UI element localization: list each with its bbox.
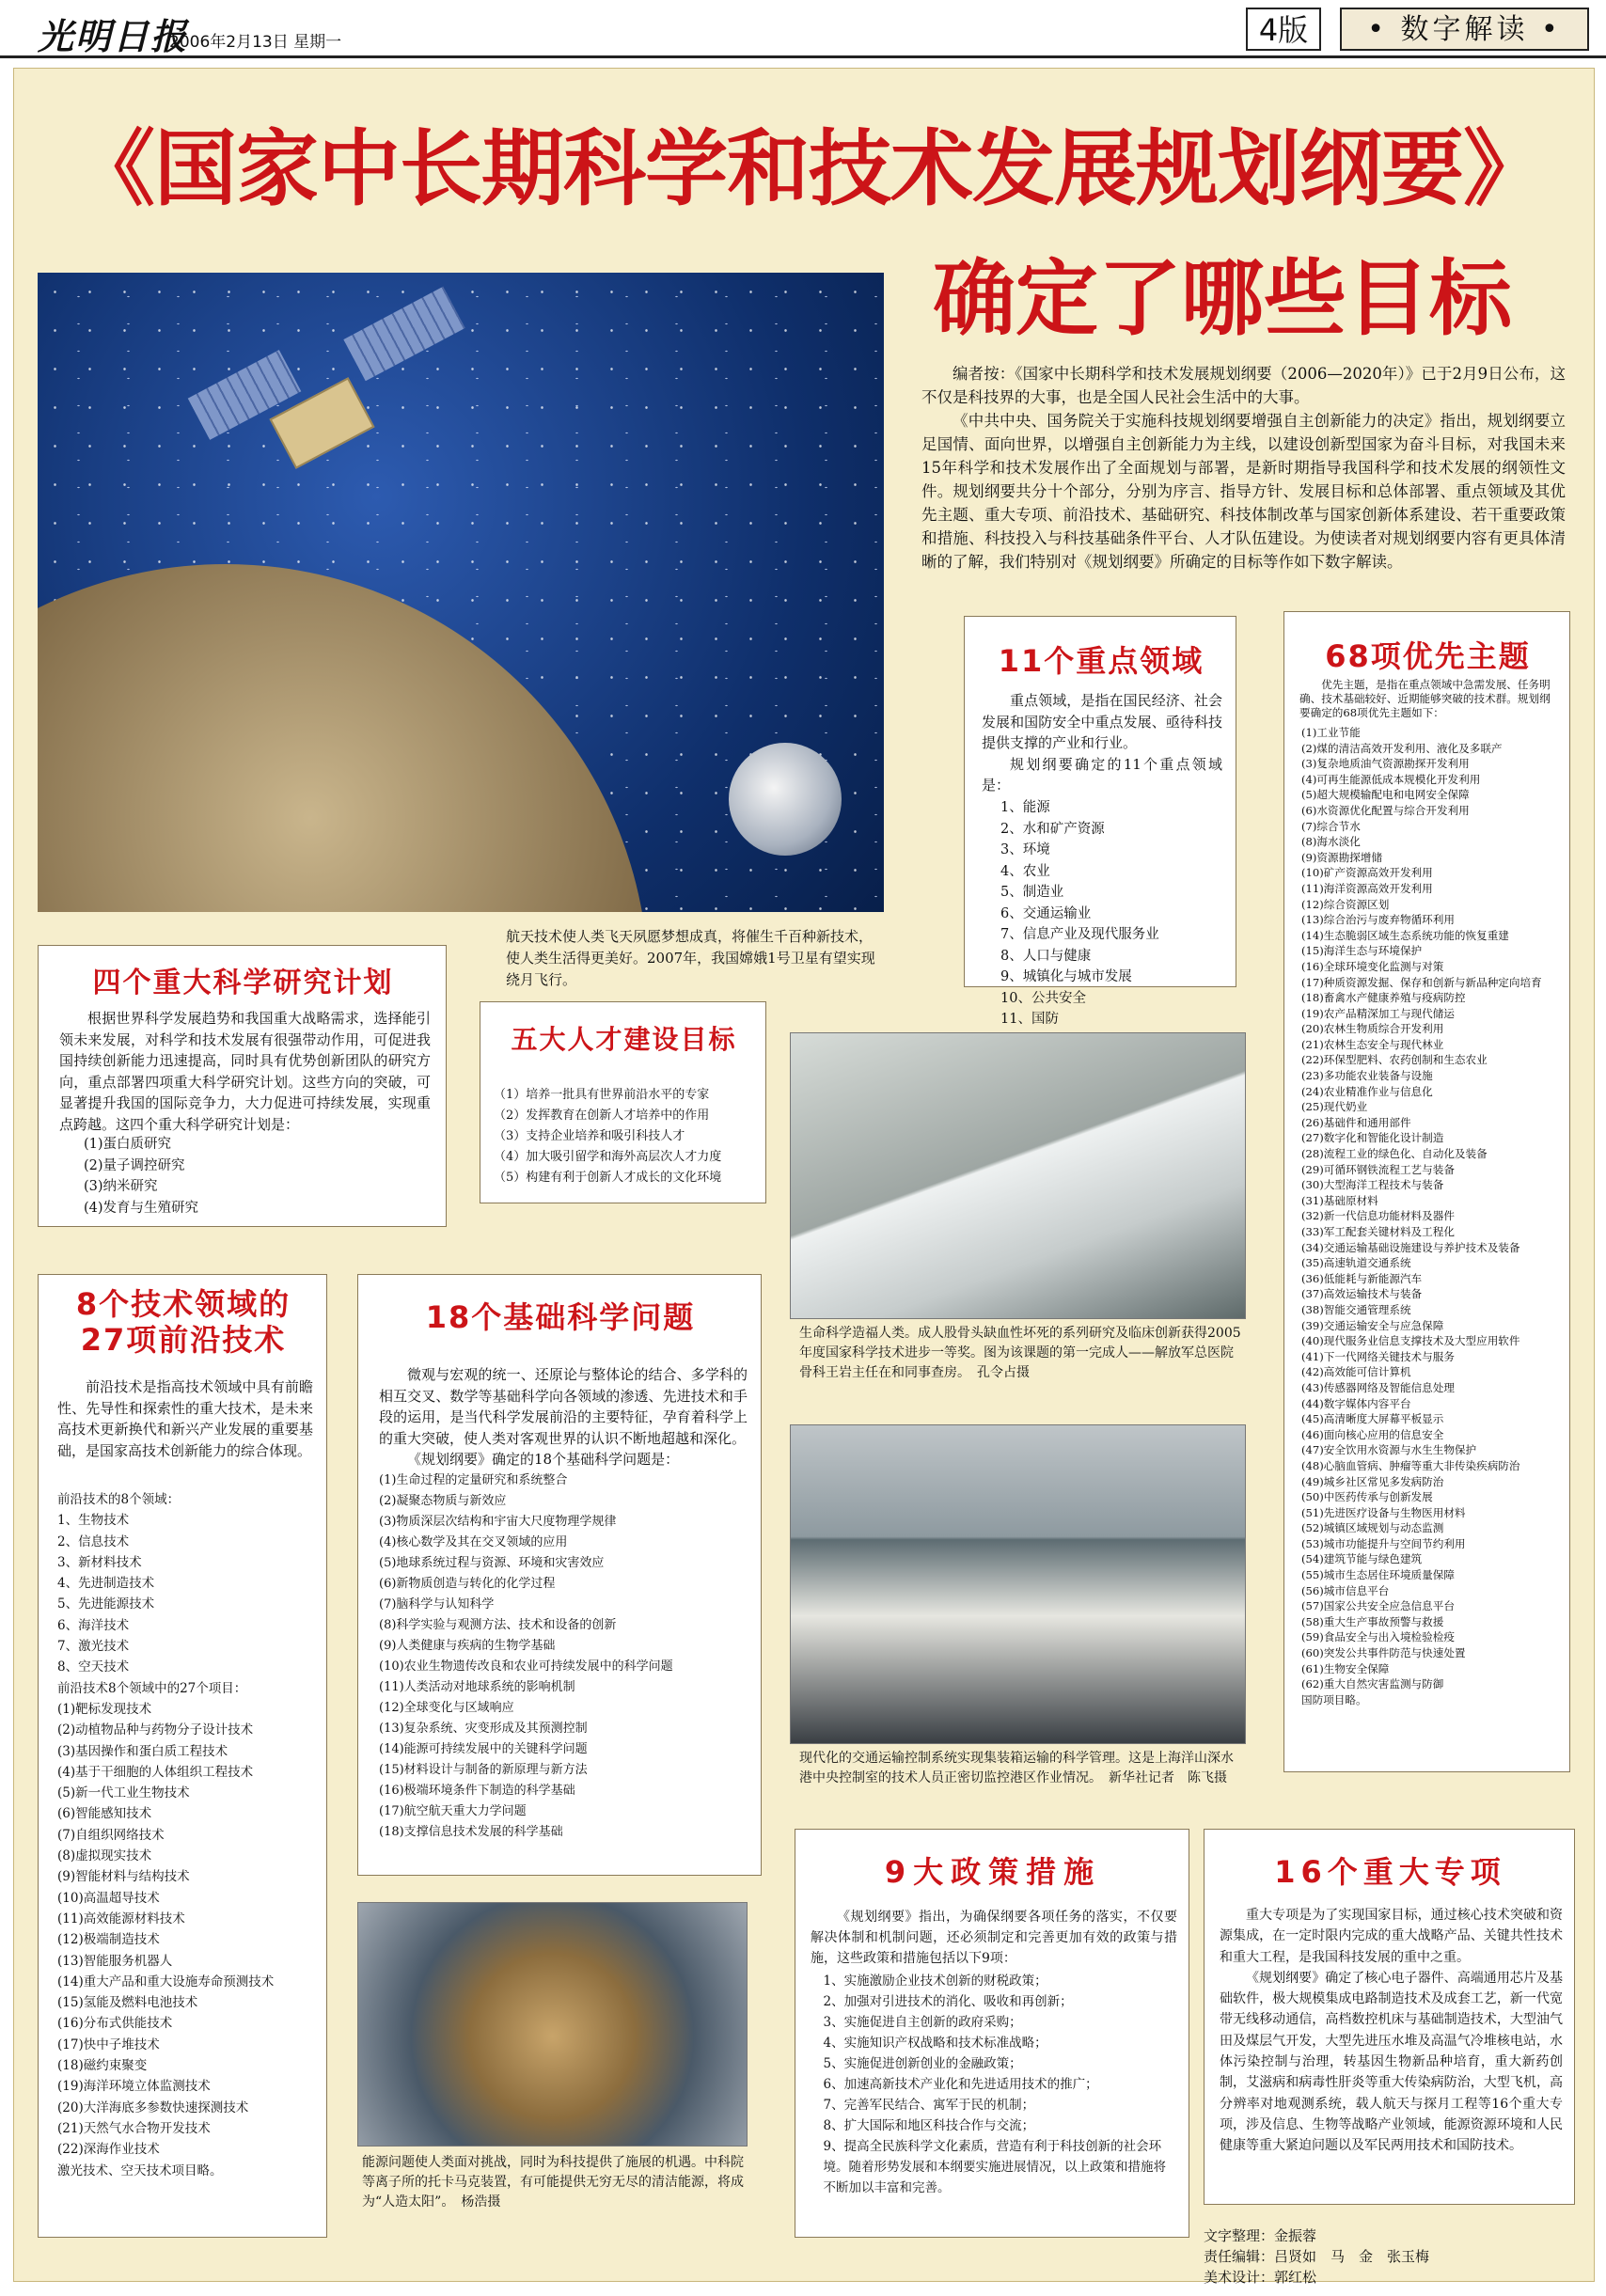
list-item: 5、先进能源技术 [57,1596,155,1612]
key-fields-list [1000,797,1226,1030]
list-item: (45)高清晰度大屏幕平板显示 [1301,1412,1444,1426]
editor-note-p2: 《中共中央、国务院关于实施科技规划纲要增强自主创新能力的决定》指出，规划纲要立足国情、面向世界，以增强自主创新能力为主线，以建设创新型国家为奋斗目标，对我国未来15年科学和技术发展作出了全面规划与部署，是新时期指导我国科学和技术发展的纲领性文件。规划纲要共分十个部分，分别为序言、指导方针、发展目标和总体部署、重点领域及其优先主题、重大专项、前沿技术、基础研究、科技体制改革与国家创新体系建设、若干重要政策和措施、科技投入与科技基础条件平台、人才队伍建设。为使读者对规划纲要内容有更具体清晰的了解，我们特别对《规划纲要》所确定的目标等作如下数字解读。 [921,412,1566,571]
major-projects-body [1220,1905,1563,2157]
credit-writer: 文字整理：金振蓉 [1204,2227,1317,2244]
list-item: (14)生态脆弱区域生态系统功能的恢复重建 [1301,928,1509,942]
frontier-tech-lead: 前沿技术8个领域中的27个项目： [57,1680,247,1696]
list-item: (13)综合治污与废弃物循环利用 [1301,913,1455,927]
basic-science-box [357,1274,762,1876]
list-item: (30)大型海洋工程技术与装备 [1301,1178,1444,1192]
list-item: 4、农业 [1000,863,1050,879]
list-item: (38)智能交通管理系统 [1301,1302,1411,1316]
frontier-tech-lead: 前沿技术的8个领域： [57,1492,181,1507]
list-item: (25)现代奶业 [1301,1100,1368,1114]
list-item: (43)传感器网络及智能信息处理 [1301,1380,1455,1394]
editor-note [921,362,1566,574]
list-item: 1、能源 [1000,800,1050,815]
list-item: (37)高效运输技术与装备 [1301,1287,1423,1301]
list-item: (2)煤的清洁高效开发利用、液化及多联产 [1301,741,1503,755]
tokamak-photo-caption: 能源问题使人类面对挑战，同时为科技提供了施展的机遇。中科院等离子所的托卡马克装置，有可能提供无穷无尽的清洁能源，将成为“人造太阳”。 杨浩摄 [362,2155,744,2210]
policies-title: 9大政策措施 [884,1854,1102,1890]
list-item: (4)基于干细胞的人体组织工程技术 [57,1764,254,1780]
list-item: (13)复杂系统、灾变形成及其预测控制 [379,1722,588,1736]
traffic-control-photo [790,1424,1246,1744]
list-item: (3)基因操作和蛋白质工程技术 [57,1743,228,1759]
list-item: (36)低能耗与新能源汽车 [1301,1271,1423,1285]
space-photo [38,273,884,912]
list-item: (2)动植物品种与药物分子设计技术 [57,1722,254,1738]
list-item: 6、海洋技术 [57,1617,130,1633]
list-item: (2)凝聚态物质与新效应 [379,1494,507,1508]
list-item: (7)自组织网络技术 [57,1827,165,1843]
list-item: (48)心脑血管病、肿瘤等重大非传染疾病防治 [1301,1458,1520,1472]
list-item: 9、城镇化与城市发展 [1000,969,1132,984]
list-item: (6)智能感知技术 [57,1806,152,1822]
four-programs-box [38,945,447,1227]
list-item: (19)农产品精深加工与现代储运 [1301,1006,1455,1020]
list-item: (33)军工配套关键材料及工程化 [1301,1225,1455,1238]
list-item: 9、提高全民族科学文化素质，营造有利于科技创新的社会环境。随着形势发展和本纲要实施进展情况，以上政策和措施将不断加以丰富和完善。 [823,2139,1166,2195]
list-item: (29)可循环钢铁流程工艺与装备 [1301,1162,1455,1176]
four-programs-list [84,1134,366,1219]
list-item: (8)虚拟现实技术 [57,1848,152,1864]
list-item: 4、先进制造技术 [57,1576,155,1592]
list-item: (6)新物质创造与转化的化学过程 [379,1577,556,1591]
list-item: (13)智能服务机器人 [57,1953,173,1969]
four-programs-desc: 根据世界科学发展趋势和我国重大战略需求，选择能引领未来发展，对科学和技术发展有很强带动作用，可促进我国持续创新能力迅速提高，同时具有优势创新团队的研究方向，重点部署四项重大科学研究计划。这些方向的突破，可显著提升我国的国际竞争力，大力促进可持续发展，实现重点跨越。这四个重大科学研究计划是： [59,1010,431,1133]
list-item: 5、实施促进创新创业的金融政策； [823,2056,1022,2071]
key-fields-title: 11个重点领域 [998,643,1204,679]
list-item: (1)蛋白质研究 [84,1137,172,1152]
dateline: 2006年2月13日 星期一 [169,33,342,52]
list-item: (34)交通运输基础设施建设与养护技术及装备 [1301,1240,1520,1254]
list-item: (11)人类活动对地球系统的影响机制 [379,1680,575,1694]
list-item: (9)智能材料与结构技术 [57,1869,190,1885]
list-item: (3)物质深层次结构和宇宙大尺度物理学规律 [379,1515,617,1529]
list-item: (7)脑科学与认知科学 [379,1597,495,1612]
credits [1204,2225,1580,2288]
tokamak-photo [357,1902,748,2147]
list-item: (58)重大生产事故预警与救援 [1301,1614,1444,1628]
list-item: (49)城乡社区常见多发病防治 [1301,1474,1444,1488]
major-projects-p1: 重大专项是为了实现国家目标，通过核心技术突破和资源集成，在一定时限内完成的重大战略产品、关键共性技术和重大工程，是我国科技发展的重中之重。 [1220,1908,1563,1965]
newspaper-logo: 光明日报 [38,15,189,57]
list-item: (17)种质资源发掘、保存和创新与新品种定向培育 [1301,975,1542,989]
list-item: 7、完善军民结合、寓军于民的机制； [823,2098,1035,2113]
list-item: (50)中医药传承与创新发展 [1301,1490,1433,1504]
talent-goals-box [480,1001,766,1203]
list-item: (22)深海作业技术 [57,2142,160,2158]
frontier-tech-list [57,1489,321,2181]
list-item: 2、信息技术 [57,1533,130,1549]
headline-line1: 《国家中长期科学和技术发展规划纲要》 [71,120,1545,217]
list-item: (4)发育与生殖研究 [84,1200,199,1216]
key-fields-lead: 规划纲要确定的11个重点领域是： [982,755,1222,794]
list-item: (18)支撑信息技术发展的科学基础 [379,1825,563,1839]
list-item: (35)高速轨道交通系统 [1301,1256,1411,1270]
list-item: (22)环保型肥料、农药创制和生态农业 [1301,1053,1488,1067]
list-item: (9)资源勘探增储 [1301,850,1382,864]
list-item: (46)面向核心应用的信息安全 [1301,1427,1444,1441]
priority-topics-desc: 优先主题，是指在重点领域中急需发展、任务明确、技术基础较好、近期能够突破的技术群。规划纲要确定的68项优先主题如下： [1299,678,1551,719]
list-item: 8、人口与健康 [1000,948,1092,964]
list-item: (4)核心数学及其在交叉领域的应用 [379,1535,568,1549]
list-item: (2)量子调控研究 [84,1157,185,1173]
priority-topics-title: 68项优先主题 [1325,638,1531,674]
list-item: (44)数字媒体内容平台 [1301,1396,1411,1410]
list-item: 2、加强对引进技术的消化、吸收和再创新； [823,1994,1073,2009]
priority-topics-box [1283,611,1570,1772]
policies-desc: 《规划纲要》指出，为确保纲要各项任务的落实，不仅要解决体制和机制问题，还必须制定和完善更加有效的政策与措施，这些政策和措施包括以下9项： [811,1910,1177,1966]
list-item: (16)极端环境条件下制造的科学基础 [379,1784,575,1798]
list-item: (26)基础件和通用部件 [1301,1115,1411,1129]
page-number: 4版 [1246,8,1321,51]
list-item: (47)安全饮用水资源与水生生物保护 [1301,1443,1477,1457]
list-item: (6)水资源优化配置与综合开发利用 [1301,803,1470,817]
list-item: (62)重大自然灾害监测与防御 [1301,1677,1444,1691]
talent-goals-list [494,1085,762,1188]
credit-art: 美术设计：郭红松 [1204,2269,1317,2286]
list-item: (18)磁约束聚变 [57,2058,148,2074]
list-item: (57)国家公共安全应急信息平台 [1301,1599,1455,1613]
list-item: (60)突发公共事件防范与快速处置 [1301,1646,1466,1660]
list-item: （4）加大吸引留学和海外高层次人才力度 [494,1150,722,1164]
priority-topics-list [1301,725,1560,1707]
frontier-tech-desc: 前沿技术是指高技术领域中具有前瞻性、先导性和探索性的重大技术，是未来高技术更新换代和新兴产业发展的重要基础，是国家高技术创新能力的综合体现。 [57,1378,313,1459]
list-item: 6、交通运输业 [1000,905,1092,921]
traffic-photo-caption: 现代化的交通运输控制系统实现集装箱运输的科学管理。这是上海洋山深水港中央控制室的技术人员正密切监控港区作业情况。 新华社记者 陈飞摄 [799,1751,1234,1785]
list-item: (14)重大产品和重大设施寿命预测技术 [57,1974,275,1989]
list-item: 4、实施知识产权战略和技术标准战略； [823,2036,1047,2051]
list-item: (10)高温超导技术 [57,1890,160,1906]
list-item: (3)复杂地质油气资源勘探开发利用 [1301,757,1470,771]
list-item: (40)现代服务业信息支撑技术及大型应用软件 [1301,1334,1520,1348]
list-item: （5）构建有利于创新人才成长的文化环境 [494,1171,722,1185]
key-fields-desc [982,690,1222,796]
list-item: (10)农业生物遗传改良和农业可持续发展中的科学问题 [379,1659,673,1674]
list-item: (14)能源可持续发展中的关键科学问题 [379,1742,588,1756]
list-item: (42)高效能可信计算机 [1301,1365,1411,1379]
list-item: (15)海洋生态与环境保护 [1301,944,1423,958]
list-item: (12)综合资源区划 [1301,897,1390,911]
list-item: 激光技术、空天技术项目略。 [57,2162,223,2178]
list-item: 6、加速高新技术产业化和先进适用技术的推广； [823,2077,1098,2092]
list-item: (15)氢能及燃料电池技术 [57,1995,198,2011]
list-item: (17)快中子堆技术 [57,2037,160,2052]
list-item: (31)基础原材料 [1301,1193,1378,1207]
list-item: (5)超大规模输配电和电网安全保障 [1301,788,1470,802]
list-item: (5)地球系统过程与资源、环境和灾害效应 [379,1556,605,1570]
policies-list [811,1971,1177,2198]
list-item: 8、空天技术 [57,1659,130,1675]
list-item: (17)航空航天重大力学问题 [379,1804,527,1818]
list-item: (12)极端制造技术 [57,1932,160,1948]
basic-science-lead: 《规划纲要》确定的18个基础科学问题是： [407,1451,680,1468]
list-item: (20)大洋海底多参数快速探测技术 [57,2099,249,2115]
list-item: (1)生命过程的定量研究和系统整合 [379,1473,568,1487]
list-item: (7)综合节水 [1301,819,1361,833]
list-item: (15)材料设计与制备的新原理与新方法 [379,1763,588,1777]
list-item: (24)农业精准作业与信息化 [1301,1084,1433,1098]
list-item: 11、国防 [1000,1012,1059,1027]
list-item: (54)建筑节能与绿色建筑 [1301,1552,1423,1566]
list-item: (1)工业节能 [1301,726,1361,739]
list-item: (8)科学实验与观测方法、技术和设备的创新 [379,1618,617,1632]
headline-line2: 确定了哪些目标 [932,250,1512,347]
policies-box [795,1829,1189,2238]
medical-photo [790,1032,1246,1319]
list-item: (53)城市功能提升与空间节约利用 [1301,1536,1466,1550]
list-item: 3、实施促进自主创新的政府采购； [823,2015,1022,2030]
major-projects-box [1204,1829,1575,2205]
list-item: 国防项目略。 [1301,1692,1367,1706]
list-item: (21)天然气水合物开发技术 [57,2120,211,2136]
four-programs-title: 四个重大科学研究计划 [92,967,394,999]
list-item: (16)分布式供能技术 [57,2016,173,2032]
list-item: (23)多功能农业装备与设施 [1301,1069,1433,1083]
list-item: (9)人类健康与疾病的生物学基础 [379,1639,556,1653]
list-item: (19)海洋环境立体监测技术 [57,2079,211,2095]
list-item: (18)畜禽水产健康养殖与疫病防控 [1301,991,1466,1005]
list-item: 1、实施激励企业技术创新的财税政策； [823,1974,1047,1989]
credit-editor: 责任编辑：吕贤如 马 金 张玉梅 [1204,2248,1430,2265]
list-item: (8)海水淡化 [1301,835,1361,849]
space-photo-caption: 航天技术使人类飞天夙愿梦想成真，将催生千百种新技术，使人类生活得更美好。2007年，我国嫦娥1号卫星有望实现绕月飞行。 [506,928,875,988]
list-item: （3）支持企业培养和吸引科技人才 [494,1129,685,1143]
key-fields-box [964,616,1236,1027]
major-projects-title: 16个重大专项 [1274,1854,1506,1890]
list-item: (56)城市信息平台 [1301,1583,1390,1597]
list-item: (12)全球变化与区域响应 [379,1701,514,1715]
editor-note-p1: 编者按：《国家中长期科学和技术发展规划纲要（2006—2020年）》已于2月9日公布，这不仅是科技界的大事，也是全国人民社会生活中的大事。 [921,365,1566,406]
list-item: (11)高效能源材料技术 [57,1911,185,1926]
list-item: 3、新材料技术 [57,1554,142,1570]
list-item: (1)靶标发现技术 [57,1701,152,1717]
list-item: (27)数字化和智能化设计制造 [1301,1131,1444,1145]
list-item: (39)交通运输安全与应急保障 [1301,1318,1444,1332]
list-item: (21)农林生态安全与现代林业 [1301,1037,1444,1051]
list-item: (41)下一代网络关键技术与服务 [1301,1349,1455,1363]
list-item: 7、信息产业及现代服务业 [1000,927,1159,942]
list-item: 7、激光技术 [57,1639,130,1655]
moon-image [729,743,842,856]
frontier-tech-title-1: 8个技术领域的 [75,1286,291,1322]
frontier-tech-title-2: 27项前沿技术 [80,1322,287,1358]
major-projects-p2: 《规划纲要》确定了核心电子器件、高端通用芯片及基础软件，极大规模集成电路制造技术及成套工艺，新一代宽带无线移动通信，高档数控机床与基础制造技术，大型油气田及煤层气开发，大型先进压水堆及高温气冷堆核电站，水体污染控制与治理，转基因生物新品种培育，重大新药创制，艾滋病和病毒性肝炎等重大传染病防治，大型飞机，高分辨率对地观测系统，载人航天与探月工程等16个重大专项，涉及信息、生物等战略产业领域，能源资源环境和人民健康等重大紧迫问题以及军民两用技术和国防技术。 [1220,1970,1563,2154]
list-item: (16)全球环境变化监测与对策 [1301,959,1444,973]
list-item: (11)海洋资源高效开发利用 [1301,881,1433,895]
list-item: 10、公共安全 [1000,990,1086,1006]
basic-science-desc: 微观与宏观的统一、还原论与整体论的结合、多学科的相互交叉、数学等基础科学向各领域的渗透、先进技术和手段的运用，是当代科学发展前沿的主要特征，孕育着科学上的重大突破，使人类对客观世界的认识不断地超越和深化。 [379,1366,748,1447]
list-item: (32)新一代信息功能材料及器件 [1301,1209,1455,1223]
basic-science-list [379,1470,755,1843]
list-item: （2）发挥教育在创新人才培养中的作用 [494,1109,710,1123]
list-item: 3、环境 [1000,842,1050,857]
basic-science-title: 18个基础科学问题 [425,1299,696,1335]
list-item: (61)生物安全保障 [1301,1661,1390,1675]
key-fields-desc-text: 重点领域，是指在国民经济、社会发展和国防安全中重点发展、亟待科技提供支撑的产业和行业。 [982,692,1222,751]
list-item: 8、扩大国际和地区科技合作与交流； [823,2118,1035,2133]
list-item: (51)先进医疗设备与生物医用材料 [1301,1505,1466,1519]
list-item: (4)可再生能源低成本规模化开发利用 [1301,772,1481,786]
list-item: (20)农林生物质综合开发利用 [1301,1022,1444,1036]
section-label: • 数字解读 • [1340,8,1589,51]
list-item: (28)流程工业的绿色化、自动化及装备 [1301,1147,1488,1161]
frontier-tech-box [38,1274,327,2238]
talent-goals-title: 五大人才建设目标 [511,1024,737,1055]
list-item: (10)矿产资源高效开发利用 [1301,866,1433,880]
list-item: 5、制造业 [1000,885,1064,900]
list-item: (5)新一代工业生物技术 [57,1785,190,1801]
medical-photo-caption: 生命科学造福人类。成人股骨头缺血性坏死的系列研究及临床创新获得2005年度国家科学技术进步一等奖。图为该课题的第一完成人——解放军总医院骨科王岩主任在和同事查房。 孔令占摄 [799,1326,1241,1380]
list-item: (3)纳米研究 [84,1179,158,1194]
list-item: (52)城镇区域规划与动态监测 [1301,1521,1444,1535]
list-item: (59)食品安全与出入境检验检疫 [1301,1630,1455,1644]
list-item: 1、生物技术 [57,1513,130,1529]
list-item: 2、水和矿产资源 [1000,821,1105,837]
list-item: （1）培养一批具有世界前沿水平的专家 [494,1088,710,1102]
list-item: (55)城市生态居住环境质量保障 [1301,1568,1455,1582]
